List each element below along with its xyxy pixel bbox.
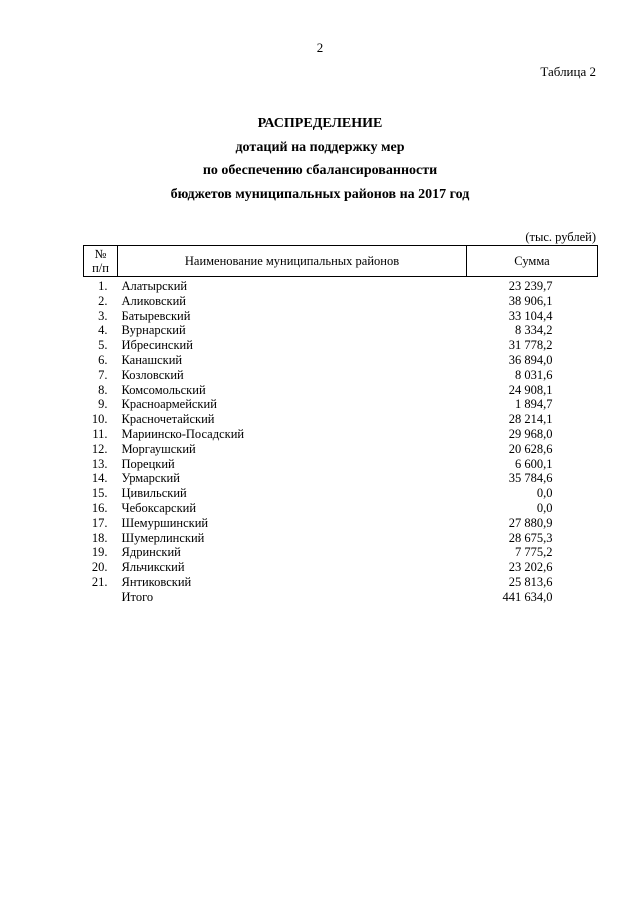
table-row [84,277,598,294]
district-name: Ибресинский [121,338,193,353]
table-body [84,277,598,605]
row-number: 2. [98,293,108,308]
header-number [84,246,118,277]
table-row [84,294,598,309]
title-line: РАСПРЕДЕЛЕНИЕ [257,116,383,131]
row-number: 8. [98,382,108,397]
row-sum: 35 784,6 [508,471,553,486]
table-label: Таблица 2 [540,64,596,79]
row-sum: 24 908,1 [508,382,553,397]
district-name: Чебоксарский [121,500,197,515]
table-row [84,412,598,427]
row-sum: 29 968,0 [508,426,553,441]
page-number: 2 [316,40,324,55]
row-number: 12. [91,441,108,456]
table-row [84,338,598,353]
row-sum: 36 894,0 [508,352,553,367]
table-row [84,442,598,457]
row-number: 11. [92,426,108,441]
title-line: дотаций на поддержку мер [235,139,405,155]
table-row [84,397,598,412]
district-name: Красночетайский [121,412,215,427]
row-number: 20. [91,560,108,575]
row-number: 3. [98,308,108,323]
row-number: 13. [91,456,108,471]
header-number-line2: п/п [92,261,109,275]
table-row [84,501,598,516]
row-sum: 33 104,4 [508,308,553,323]
table-row [84,427,598,442]
row-number: 19. [91,545,108,560]
row-number: 1. [98,279,108,293]
table-row [84,575,598,590]
row-sum: 31 778,2 [508,338,553,353]
row-number: 16. [91,500,108,515]
row-sum: 23 202,6 [508,560,553,575]
row-number: 9. [98,397,108,412]
row-number: 14. [91,471,108,486]
district-name: Шемуршинский [121,515,209,530]
row-sum: 25 813,6 [508,574,553,589]
row-number: 18. [91,530,108,545]
row-sum: 6 600,1 [515,456,553,471]
row-sum: 7 775,2 [515,545,553,560]
row-number: 7. [98,367,108,382]
total-label: Итого [121,589,154,604]
document-title [0,112,640,206]
header-district-name: Наименование муниципальных районов [118,246,467,277]
district-name: Моргаушский [121,441,196,456]
table-row [84,457,598,472]
district-name: Шумерлинский [121,530,205,545]
table-row [84,486,598,501]
row-number: 17. [91,515,108,530]
table-row [84,545,598,560]
row-number: 10. [91,412,108,427]
district-name: Канашский [121,352,183,367]
district-name: Ядринский [121,545,181,560]
total-sum: 441 634,0 [502,589,553,604]
district-name: Вурнарский [121,323,186,338]
district-name: Красноармейский [121,397,217,412]
title-line: бюджетов муниципальных районов на 2017 год [170,186,470,202]
row-sum: 20 628,6 [508,441,553,456]
district-name: Батыревский [121,308,191,323]
header-sum: Сумма [467,246,598,277]
district-name: Мариинско-Посадский [121,426,245,441]
total-number-cell [84,590,118,605]
row-sum: 8 334,2 [515,323,553,338]
district-name: Аликовский [121,293,186,308]
title-line: по обеспечению сбалансированности [202,163,438,178]
row-sum: 27 880,9 [508,515,553,530]
distribution-table [83,245,598,605]
district-name: Яльчикский [121,560,185,575]
table-row [84,368,598,383]
row-sum: 1 894,7 [515,397,553,412]
district-name: Алатырский [121,279,188,293]
district-name: Янтиковский [121,574,192,589]
units-note: (тыс. рублей) [525,230,596,244]
table-row [84,383,598,398]
row-sum: 38 906,1 [508,293,553,308]
row-sum: 8 031,6 [515,367,553,382]
row-sum: 0,0 [536,486,553,501]
row-number: 15. [91,486,108,501]
row-sum: 23 239,7 [508,279,553,293]
row-number: 21. [91,574,108,589]
row-number: 4. [98,323,108,338]
row-sum: 28 675,3 [508,530,553,545]
distribution-table-wrap [83,245,596,605]
district-name: Комсомольский [121,382,206,397]
row-sum: 0,0 [536,500,553,515]
table-row [84,323,598,338]
row-number: 5. [98,338,108,353]
row-sum: 28 214,1 [508,412,553,427]
district-name: Порецкий [121,456,175,471]
district-name: Урмарский [121,471,180,486]
table-row [84,516,598,531]
district-name: Цивильский [121,486,187,501]
table-row [84,309,598,324]
row-number: 6. [98,352,108,367]
table-row [84,353,598,368]
table-row [84,471,598,486]
header-row [84,246,598,277]
header-number-line1: № [94,247,107,261]
table-header [84,246,598,277]
table-row [84,560,598,575]
district-name: Козловский [121,367,184,382]
table-row [84,531,598,546]
total-row [84,590,598,605]
